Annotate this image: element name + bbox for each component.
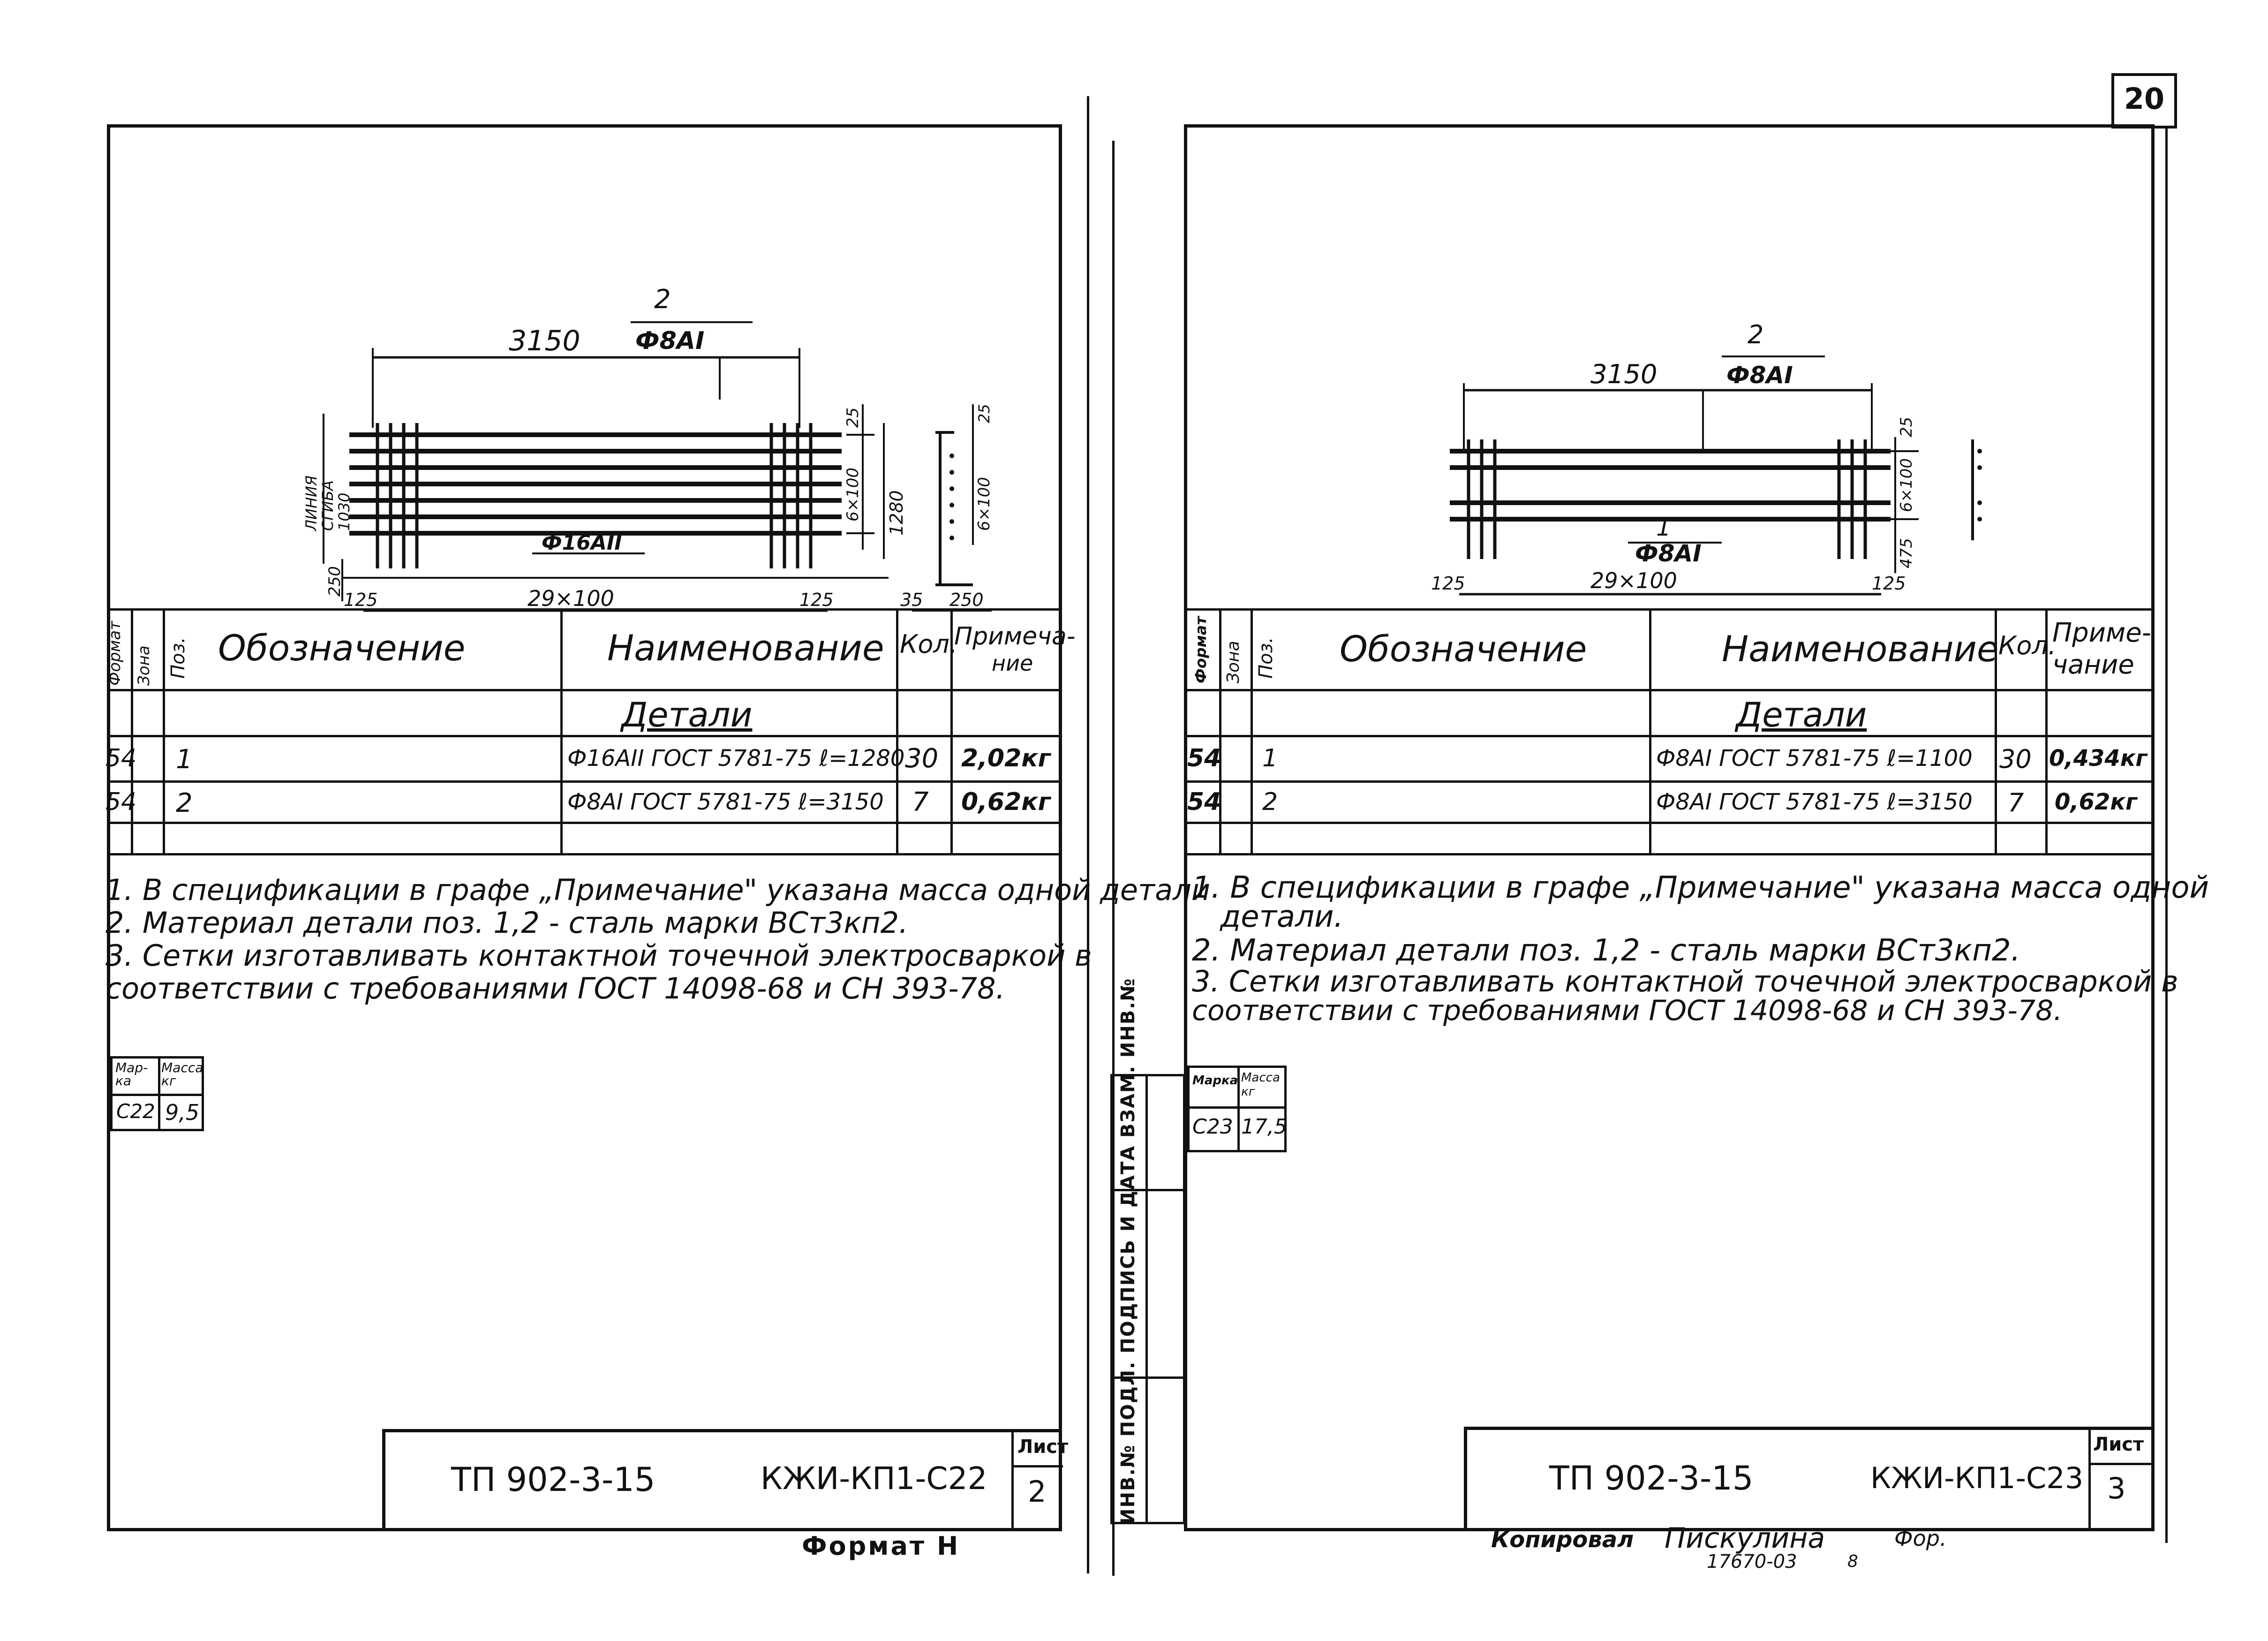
footer-order-number: 17670-03	[1707, 1551, 1797, 1573]
right-note-2: детали.	[1220, 900, 1343, 934]
right-row-1-qty: 30	[1999, 744, 2032, 774]
left-section-details: Детали	[621, 695, 753, 734]
left-col-pos: Поз.	[167, 637, 189, 679]
right-row-2-note: 0,62кг	[2055, 789, 2138, 815]
left-mark-h2: Масса кг	[161, 1060, 203, 1089]
left-row-2-pos: 2	[176, 788, 193, 818]
right-sheet-label: Лист	[2093, 1434, 2144, 1455]
right-col-note-1: Приме-	[2052, 618, 2151, 648]
right-row-2-pos: 2	[1262, 788, 1278, 816]
right-row-2-name: Ф8АI ГОСТ 5781-75 ℓ=3150	[1656, 789, 1973, 815]
left-dim-125-left: 125	[344, 590, 378, 610]
right-col-note-2: чание	[2052, 650, 2134, 680]
right-note-4: 3. Сетки изготавливать контактной точечной электросваркой в	[1192, 964, 2178, 998]
left-row-1-name: Ф16АII ГОСТ 5781-75 ℓ=1280	[567, 745, 905, 771]
right-section-details: Детали	[1736, 695, 1867, 734]
left-col-format: Формат	[105, 621, 124, 686]
left-row-1-format: 54	[105, 744, 137, 772]
right-dim-25: 25	[1897, 416, 1916, 437]
right-project-number: ТП 902-3-15	[1549, 1459, 1754, 1497]
right-mark-v1: С23	[1192, 1115, 1233, 1139]
left-dim-125-right: 125	[799, 590, 834, 610]
left-drawing-code: КЖИ-КП1-С22	[761, 1460, 987, 1497]
right-mark-v2: 17,5	[1241, 1115, 1287, 1139]
right-mark-table	[1187, 1066, 1287, 1152]
side-stamp-text: ИНВ.№ ПОДЛ. ПОДПИСЬ И ДАТА ВЗАМ. ИНВ.№	[1117, 977, 1139, 1524]
left-row-2-qty: 7	[912, 787, 929, 817]
left-note-3: 3. Сетки изготавливать контактной точечной электросваркой в	[105, 938, 1092, 973]
right-sheet-frame	[1184, 124, 2209, 1531]
left-side-dim-25: 25	[975, 404, 993, 423]
left-sheet-label: Лист	[1017, 1436, 1069, 1458]
left-dim-6x100: 6×100	[844, 467, 862, 522]
left-bar-top: Ф8АI	[635, 327, 705, 355]
left-project-number: ТП 902-3-15	[451, 1460, 656, 1499]
right-pos-2: 2	[1748, 320, 1764, 349]
left-mark-h1: Мар-ка	[115, 1060, 148, 1089]
right-mark-h2: Масса кг	[1241, 1071, 1280, 1099]
left-col-note-2: ние	[992, 650, 1033, 676]
left-dim-35: 35	[900, 590, 923, 610]
left-row-2-format: 54	[105, 788, 137, 816]
left-bend-line-label-3: 1030	[335, 492, 353, 531]
left-mesh-drawing	[302, 203, 1057, 634]
left-note-1: 1. В спецификации в графе „Примечание" указана масса одной детали	[105, 873, 1211, 907]
left-col-note-1: Примеча-	[954, 622, 1076, 650]
left-mark-v1: С22	[116, 1100, 155, 1123]
left-bend-line-label-2: СГИБА	[319, 480, 337, 531]
right-sheet-number: 3	[2107, 1471, 2126, 1505]
left-row-1-pos: 1	[176, 744, 193, 775]
left-bar-bottom: Ф16АII	[542, 531, 622, 555]
left-dim-250-right: 250	[949, 590, 984, 610]
right-note-3: 2. Материал детали поз. 1,2 - сталь марки ВСт3кп2.	[1192, 933, 2020, 968]
right-row-1-note: 0,434кг	[2049, 745, 2147, 771]
left-col-designation: Обозначение	[218, 627, 466, 669]
left-bend-line-label: ЛИНИЯ	[302, 475, 320, 531]
right-row-2-format: 54	[1187, 788, 1221, 816]
left-dim-250-left: 250	[325, 566, 344, 597]
side-stamp-column	[1110, 977, 1185, 1524]
right-row-1-name: Ф8АI ГОСТ 5781-75 ℓ=1100	[1656, 745, 1973, 771]
fold-line-left	[1087, 96, 1089, 1573]
left-col-qty: Кол.	[900, 629, 958, 659]
right-note-5: соответствии с требованиями ГОСТ 14098-68 и СН 393-78.	[1192, 994, 2063, 1027]
right-row-2-qty: 7	[2008, 788, 2024, 817]
right-title-block	[1464, 1427, 2151, 1528]
margin-line-right	[2165, 127, 2168, 1543]
left-row-2-name: Ф8АI ГОСТ 5781-75 ℓ=3150	[567, 789, 884, 815]
left-note-2: 2. Материал детали поз. 1,2 - сталь марки ВСт3кп2.	[105, 906, 908, 940]
left-mark-table	[110, 1056, 204, 1131]
left-sheet-number: 2	[1028, 1475, 1047, 1509]
left-row-1-qty: 30	[905, 743, 939, 774]
right-drawing-code: КЖИ-КП1-С23	[1870, 1461, 2084, 1495]
left-dim-25: 25	[844, 407, 862, 428]
left-dim-1280: 1280	[886, 490, 907, 536]
right-col-designation: Обозначение	[1340, 628, 1587, 670]
left-spec-table	[105, 608, 1076, 852]
left-side-dim-6x100: 6×100	[975, 476, 994, 531]
footer-copier-name: Пискулина	[1665, 1522, 1825, 1555]
right-row-1-pos: 1	[1262, 744, 1278, 772]
footer-copied-label: Копировал	[1491, 1527, 1634, 1553]
right-dim-29x100: 29×100	[1590, 568, 1677, 593]
right-bar-bottom: Ф8АI	[1635, 540, 1702, 567]
left-row-1-note: 2,02кг	[961, 744, 1051, 772]
right-col-zone: Зона	[1224, 641, 1243, 683]
page-number-box	[2111, 73, 2177, 129]
footer-format-label: Фор.	[1894, 1526, 1947, 1551]
left-note-4: соответствии с требованиями ГОСТ 14098-68 и СН 393-78.	[105, 971, 1005, 1006]
right-col-pos: Поз.	[1255, 637, 1277, 679]
left-title-block	[382, 1429, 1069, 1528]
left-row-2-note: 0,62кг	[961, 788, 1051, 816]
right-mark-h1: Марка	[1192, 1074, 1238, 1088]
right-col-name: Наименование	[1722, 628, 1999, 670]
right-col-format: Формат	[1192, 616, 1210, 683]
left-dim-3150: 3150	[509, 325, 580, 357]
left-pos-2: 2	[654, 284, 671, 315]
left-dim-29x100: 29×100	[527, 586, 614, 611]
right-mesh-drawing	[1431, 231, 2153, 615]
right-spec-table	[1187, 608, 2151, 852]
right-dim-6x100: 6×100	[1897, 458, 1916, 512]
right-dim-475: 475	[1897, 538, 1916, 568]
left-format-label: Формат Н	[802, 1531, 960, 1561]
footer-right	[1491, 1522, 2194, 1592]
footer-sheet-ref: 8	[1847, 1552, 1858, 1571]
right-note-1: 1. В спецификации в графе „Примечание" указана масса одной	[1192, 870, 2209, 905]
left-mark-v2: 9,5	[165, 1100, 200, 1125]
page-number: 20	[2124, 82, 2165, 116]
right-row-1-format: 54	[1187, 744, 1221, 772]
right-pos-1: 1	[1656, 514, 1671, 541]
right-col-qty: Кол.	[1998, 631, 2057, 660]
right-dim-125-right: 125	[1872, 573, 1906, 594]
right-bar-top: Ф8АI	[1726, 362, 1793, 389]
left-col-zone: Зона	[135, 645, 153, 686]
left-col-name: Наименование	[607, 627, 884, 669]
right-dim-3150: 3150	[1590, 359, 1658, 390]
right-dim-125-left: 125	[1431, 573, 1465, 594]
